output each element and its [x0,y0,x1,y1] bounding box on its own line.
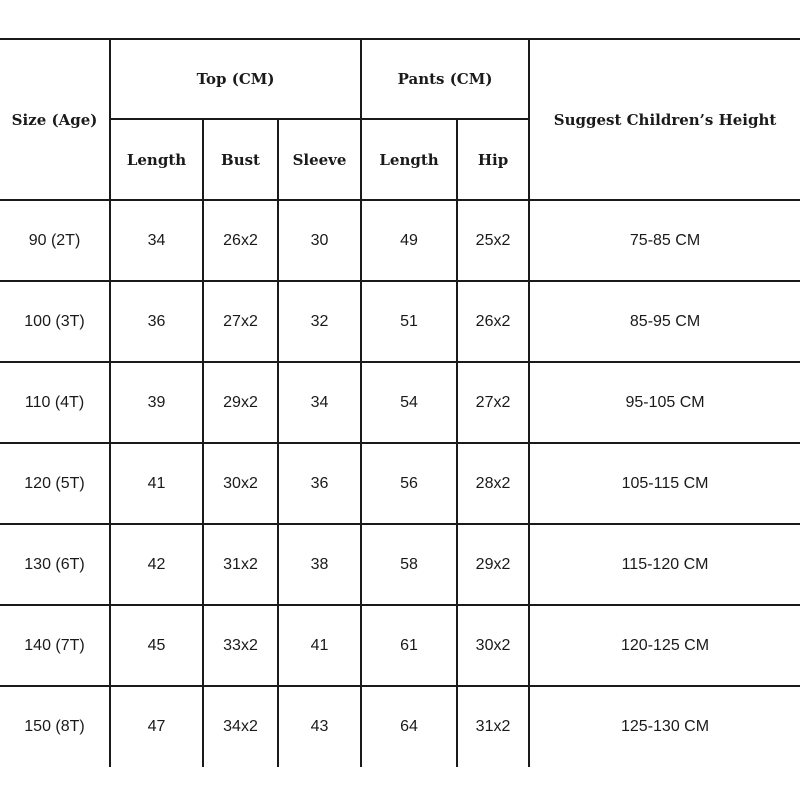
pants-length-cell: 61 [361,605,457,686]
pants-cm-header: Pants (CM) [361,39,529,119]
top-sleeve-cell: 43 [278,686,361,767]
top-length-cell: 42 [110,524,203,605]
size-cell: 140 (7T) [0,605,110,686]
pants-hip-cell: 28x2 [457,443,529,524]
top-length-cell: 45 [110,605,203,686]
height-cell: 115-120 CM [529,524,800,605]
height-cell: 120-125 CM [529,605,800,686]
size-cell: 90 (2T) [0,200,110,281]
pants-length-cell: 54 [361,362,457,443]
pants-length-cell: 56 [361,443,457,524]
pants-hip-cell: 26x2 [457,281,529,362]
pants-hip-cell: 30x2 [457,605,529,686]
top-sleeve-cell: 36 [278,443,361,524]
top-bust-header: Bust [203,119,278,200]
table-row [0,524,800,605]
height-cell: 85-95 CM [529,281,800,362]
pants-hip-cell: 27x2 [457,362,529,443]
pants-length-header: Length [361,119,457,200]
size-cell: 130 (6T) [0,524,110,605]
pants-hip-header: Hip [457,119,529,200]
height-cell: 75-85 CM [529,200,800,281]
top-bust-cell: 30x2 [203,443,278,524]
top-bust-cell: 31x2 [203,524,278,605]
top-length-header: Length [110,119,203,200]
top-sleeve-cell: 30 [278,200,361,281]
top-length-cell: 41 [110,443,203,524]
height-cell: 125-130 CM [529,686,800,767]
size-cell: 150 (8T) [0,686,110,767]
top-sleeve-cell: 34 [278,362,361,443]
top-bust-cell: 26x2 [203,200,278,281]
height-cell: 105-115 CM [529,443,800,524]
table-row [0,200,800,281]
height-cell: 95-105 CM [529,362,800,443]
header-row-group [0,39,800,119]
pants-length-cell: 58 [361,524,457,605]
size-cell: 120 (5T) [0,443,110,524]
suggest-height-header: Suggest Children’s Height [529,39,800,200]
top-length-cell: 36 [110,281,203,362]
top-length-cell: 39 [110,362,203,443]
top-sleeve-cell: 41 [278,605,361,686]
top-bust-cell: 27x2 [203,281,278,362]
size-chart [0,38,800,762]
pants-length-cell: 64 [361,686,457,767]
pants-length-cell: 49 [361,200,457,281]
top-bust-cell: 29x2 [203,362,278,443]
top-length-cell: 34 [110,200,203,281]
table-row [0,443,800,524]
top-length-cell: 47 [110,686,203,767]
pants-hip-cell: 25x2 [457,200,529,281]
pants-hip-cell: 31x2 [457,686,529,767]
table-row [0,605,800,686]
size-cell: 100 (3T) [0,281,110,362]
top-sleeve-cell: 32 [278,281,361,362]
table-row [0,362,800,443]
pants-hip-cell: 29x2 [457,524,529,605]
top-bust-cell: 34x2 [203,686,278,767]
size-cell: 110 (4T) [0,362,110,443]
table-row [0,281,800,362]
top-sleeve-header: Sleeve [278,119,361,200]
top-bust-cell: 33x2 [203,605,278,686]
size-table [0,38,800,767]
top-sleeve-cell: 38 [278,524,361,605]
pants-length-cell: 51 [361,281,457,362]
table-row [0,686,800,767]
top-cm-header: Top (CM) [110,39,361,119]
size-age-header: Size (Age) [0,39,110,200]
